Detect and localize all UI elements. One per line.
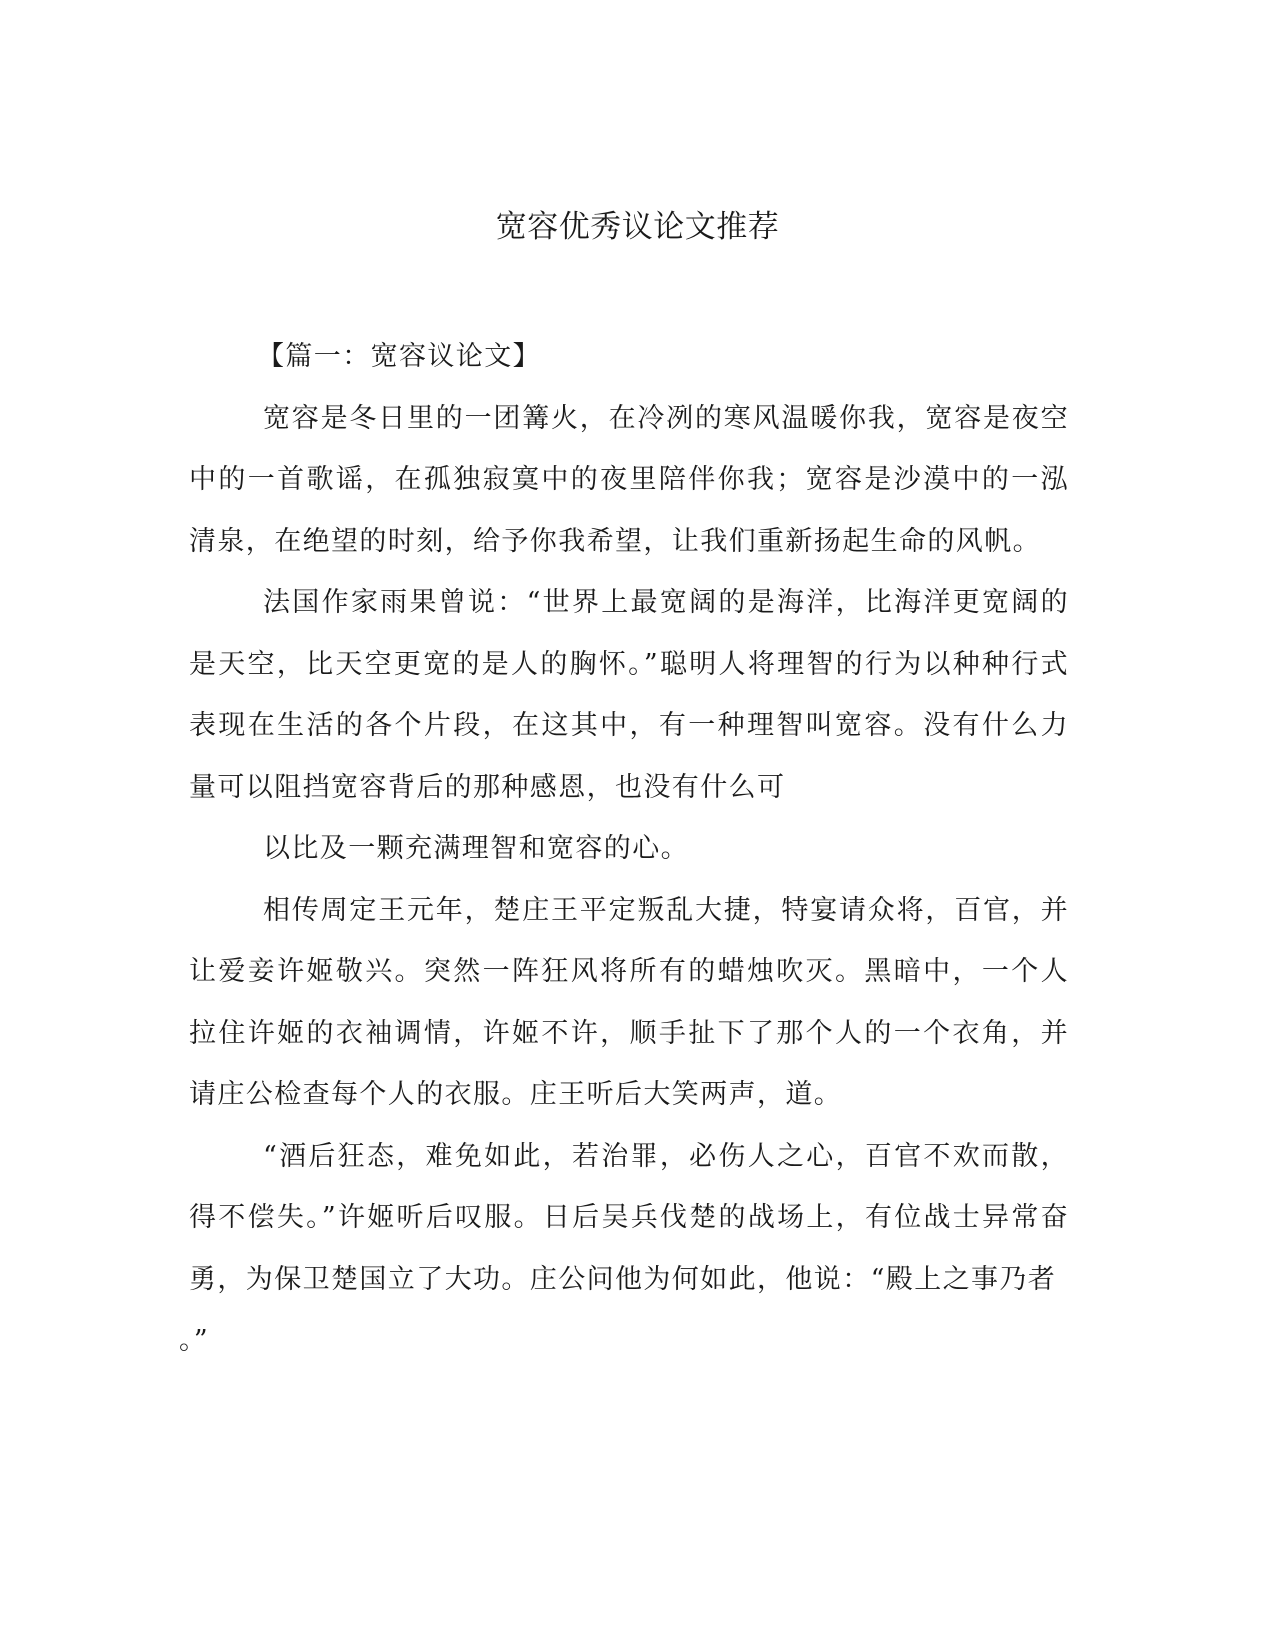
section-heading: 【篇一：宽容议论文】 bbox=[257, 341, 541, 372]
paragraph: 以比及一颗充满理智和宽容的心。 bbox=[263, 833, 689, 864]
document-title: 宽容优秀议论文推荐 bbox=[495, 209, 780, 245]
paragraph: “酒后狂态，难免如此，若治罪，必伤人之心，百官不欢而散，得不偿失。”许姬听后叹服。日后吴兵伐楚的战场上，有位战士异常奋勇，为保卫楚国立了大功。庄公问他为何如此，他说：“殿上之事乃者 bbox=[189, 1140, 1069, 1295]
document-body bbox=[179, 326, 1069, 1372]
paragraph: 宽容是冬日里的一团篝火，在冷冽的寒风温暖你我，宽容是夜空中的一首歌谣，在孤独寂寞中的夜里陪伴你我；宽容是沙漠中的一泓清泉，在绝望的时刻，给予你我希望，让我们重新扬起生命的风帆。 bbox=[189, 402, 1069, 557]
paragraph: 法国作家雨果曾说：“世界上最宽阔的是海洋，比海洋更宽阔的是天空，比天空更宽的是人的胸怀。”聪明人将理智的行为以种种行式表现在生活的各个片段，在这其中，有一种理智叫宽容。没有什么力量可以阻挡宽容背后的那种感恩，也没有什么可 bbox=[189, 587, 1069, 803]
paragraph: 。” bbox=[179, 1325, 210, 1356]
paragraph: 相传周定王元年，楚庄王平定叛乱大捷，特宴请众将，百官，并让爱妾许姬敬兴。突然一阵狂风将所有的蜡烛吹灭。黑暗中，一个人拉住许姬的衣袖调情，许姬不许，顺手扯下了那个人的一个衣角，并请庄公检查每个人的衣服。庄王听后大笑两声，道。 bbox=[189, 894, 1069, 1110]
